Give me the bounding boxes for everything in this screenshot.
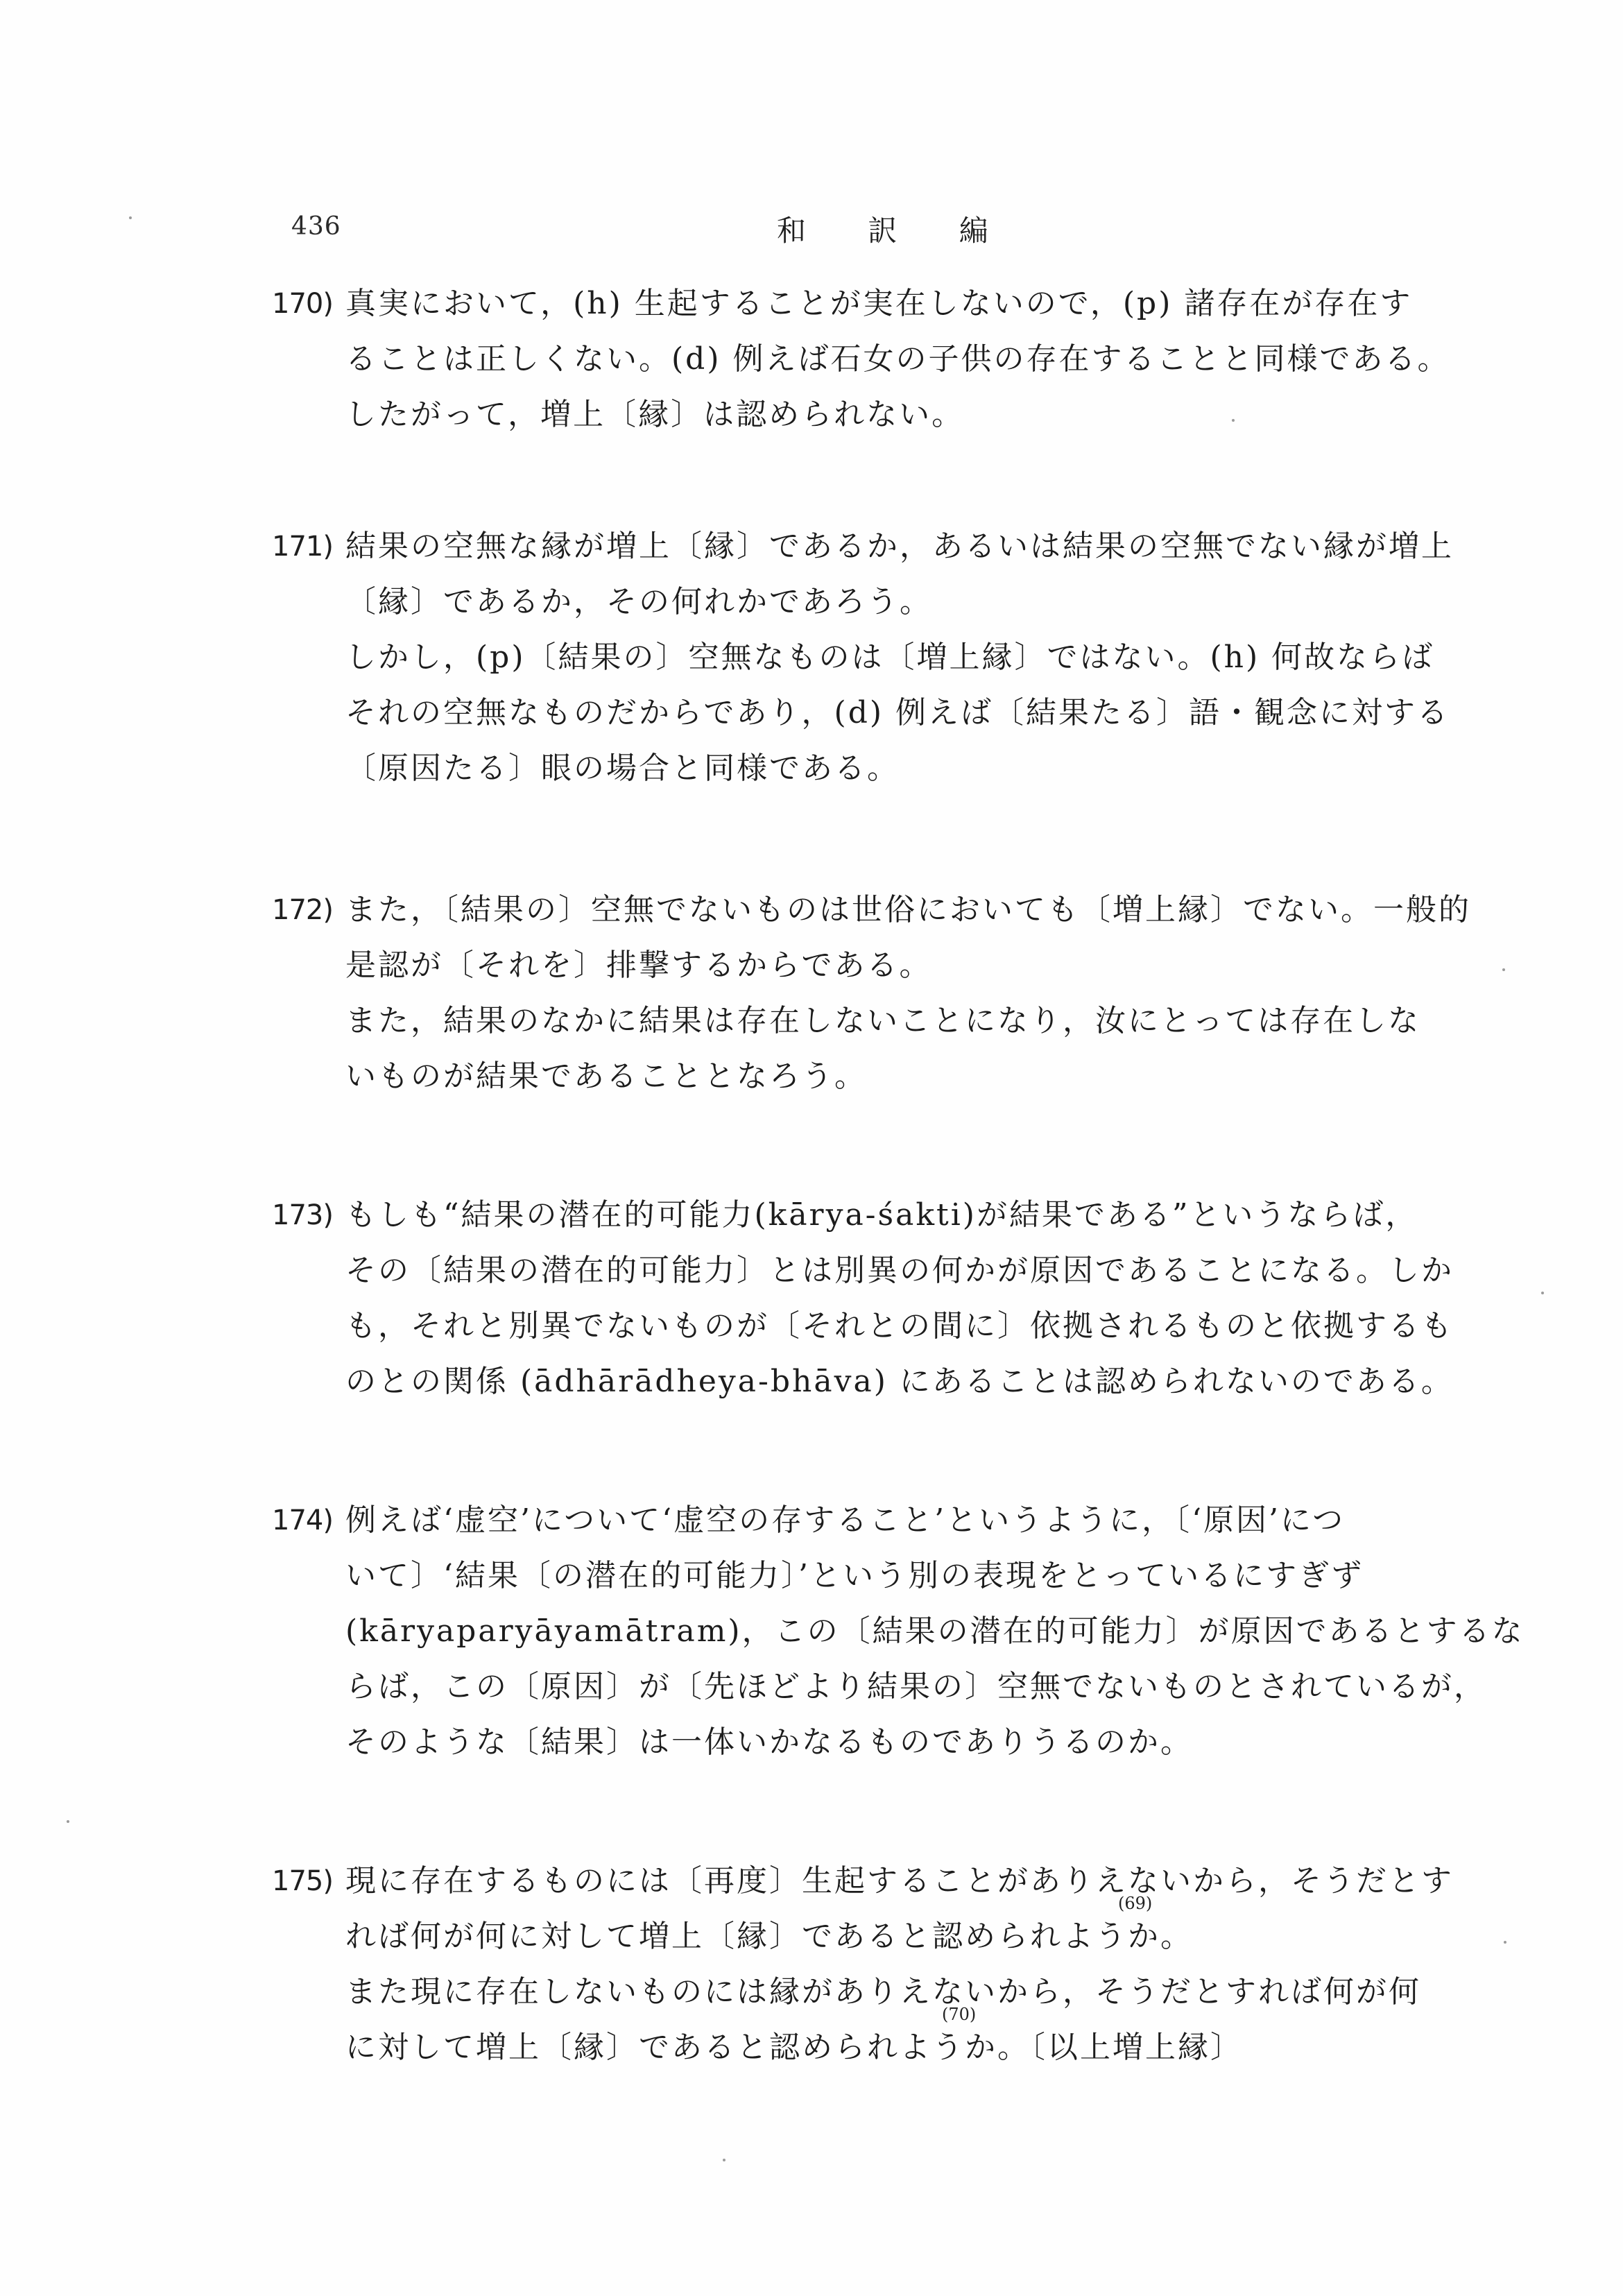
entry-number: 173) <box>272 1199 333 1231</box>
text-line: しかし，(p)〔結果の〕空無なものは〔増上縁〕ではない。(h) 何故ならば <box>345 640 1435 675</box>
scan-speck <box>129 216 132 219</box>
entry-text <box>345 1493 1525 1770</box>
text-line: も，それと別異でないものが〔それとの間に〕依拠されるものと依拠するも <box>345 1308 1454 1344</box>
text-line: 〔原因たる〕眼の場合と同様である。 <box>345 751 900 786</box>
text-line: いて〕‘結果〔の潜在的可能力〕’という別の表現をとっているにすぎず <box>345 1558 1364 1593</box>
text-line: れば何が何に対して増上〔縁〕であると認められようか。 <box>345 1919 1193 1954</box>
text-line: 真実において，(h) 生起することが実在しないので，(p) 諸存在が存在す <box>345 286 1413 321</box>
scan-speck <box>1502 968 1505 971</box>
footnote-marker-69: (69) <box>1118 1894 1153 1913</box>
entry-number: 171) <box>272 531 333 563</box>
entry-number: 174) <box>272 1505 333 1536</box>
text-line: のとの関係 (ādhārādheya-bhāva) にあることは認められないのである。 <box>345 1364 1454 1399</box>
text-line: に対して増上〔縁〕であると認められようか。〔以上増上縁〕 <box>345 2030 1243 2065</box>
text-line: らば，この〔原因〕が〔先ほどより結果の〕空無でないものとされているが， <box>345 1669 1486 1704</box>
entry-text <box>345 1853 1497 2075</box>
text-line: したがって，増上〔縁〕は認められない。 <box>345 397 965 432</box>
text-line: 現に存在するものには〔再度〕生起することがありえないから，そうだとす <box>345 1863 1454 1899</box>
scan-speck <box>723 2159 725 2161</box>
footnote-marker-70: (70) <box>942 2005 977 2024</box>
text-line: また現に存在しないものには縁がありえないから，そうだとすれば何が何 <box>345 1974 1421 2010</box>
entry-text <box>345 1188 1497 1410</box>
text-line: 〔縁〕であるか，その何れかであろう。 <box>345 584 932 619</box>
text-line: いものが結果であることとなろう。 <box>345 1059 867 1094</box>
scan-speck <box>67 1820 69 1823</box>
running-header-title: 和 訳 編 <box>777 214 1015 248</box>
text-line: もしも“結果の潜在的可能力(kārya-śakti)が結果である”というならば， <box>345 1197 1418 1233</box>
entry-number: 172) <box>272 894 333 926</box>
entry-number: 170) <box>272 288 333 320</box>
text-line: ることは正しくない。(d) 例えば石女の子供の存在することと同様である。 <box>345 341 1450 377</box>
entry-text <box>345 519 1497 796</box>
page-number: 436 <box>291 212 341 241</box>
entry-number: 175) <box>272 1865 333 1897</box>
text-line: 結果の空無な縁が増上〔縁〕であるか，あるいは結果の空無でない縁が増上 <box>345 529 1454 564</box>
text-line: また，結果のなかに結果は存在しないことになり，汝にとっては存在しな <box>345 1003 1421 1038</box>
text-line: 例えば‘虚空’について‘虚空の存すること’というように，〔‘原因’につ <box>345 1502 1346 1538</box>
text-line: その〔結果の潜在的可能力〕とは別異の何かが原因であることになる。しか <box>345 1253 1454 1288</box>
entry-text <box>345 882 1497 1104</box>
text-line: (kāryaparyāyamātram)，この〔結果の潜在的可能力〕が原因であるとするな <box>345 1613 1525 1649</box>
entry-text <box>345 276 1497 443</box>
scan-speck <box>1232 419 1235 422</box>
scan-speck <box>1504 1941 1506 1944</box>
text-line: また，〔結果の〕空無でないものは世俗においても〔増上縁〕でない。一般的 <box>345 892 1471 927</box>
text-line: 是認が〔それを〕排撃するからである。 <box>345 948 932 983</box>
text-line: そのような〔結果〕は一体いかなるものでありうるのか。 <box>345 1724 1193 1760</box>
scan-speck <box>1541 1292 1544 1294</box>
text-line: それの空無なものだからであり，(d) 例えば〔結果たる〕語・観念に対する <box>345 695 1450 730</box>
